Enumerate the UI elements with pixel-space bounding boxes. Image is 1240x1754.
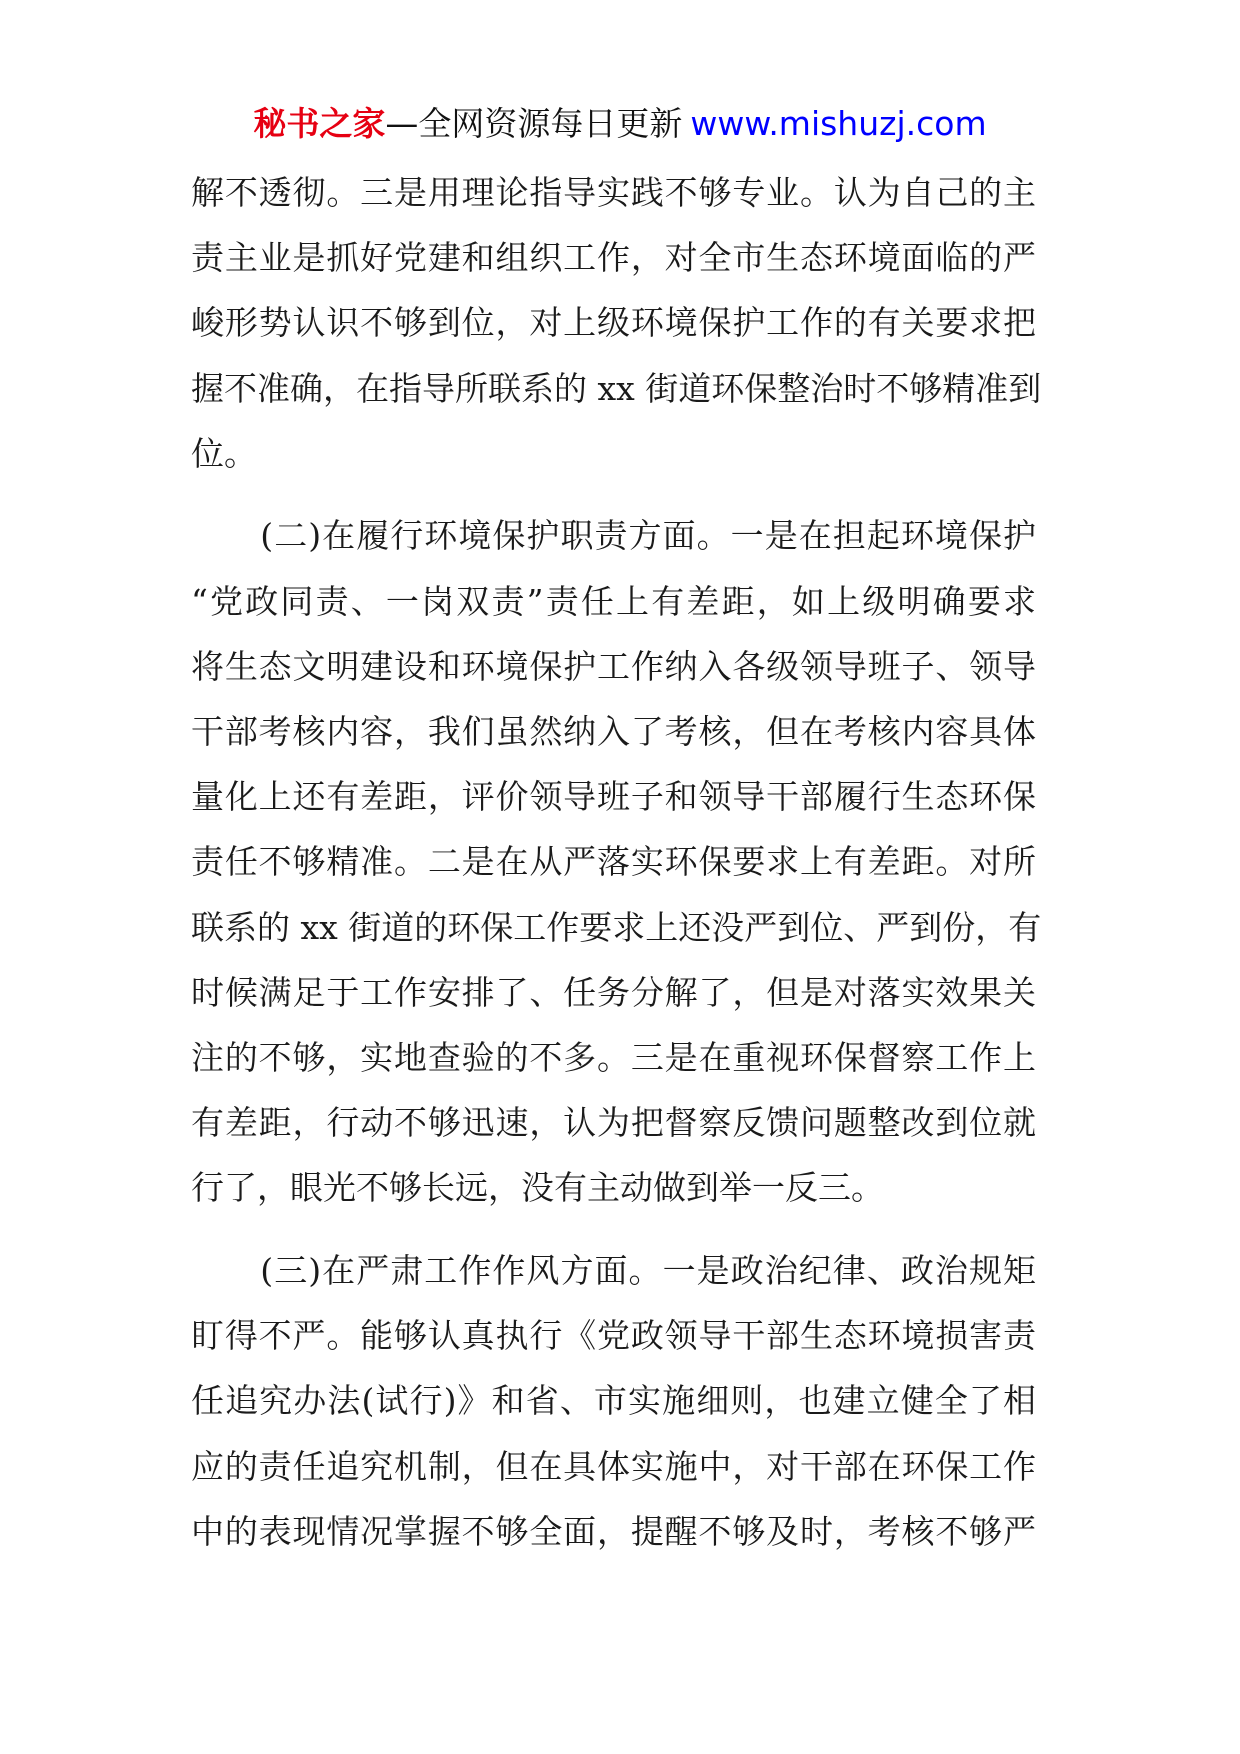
text-line: 中的表现情况掌握不够全面，提醒不够及时，考核不够严 (191, 1511, 1036, 1551)
text-line: 联系的 xx 街道的环保工作要求上还没严到位、严到份，有 (191, 907, 1042, 947)
text-line: 握不准确，在指导所联系的 xx 街道环保整治时不够精准到 (191, 368, 1042, 408)
header-tagline: —全网资源每日更新 (385, 104, 683, 143)
text-line: 量化上还有差距，评价领导班子和领导干部履行生态环保 (191, 777, 1036, 817)
text-line: 解不透彻。三是用理论指导实践不够专业。认为自己的主 (191, 173, 1036, 212)
page-header (0, 104, 1240, 144)
text-line: 位。 (191, 433, 257, 473)
brand-name: 秘书之家 (253, 104, 386, 143)
text-line: 将生态文明建设和环境保护工作纳入各级领导班子、领导 (191, 646, 1036, 686)
text-line: “党政同责、一岗双责”责任上有差距，如上级明确要求 (191, 581, 1036, 621)
text-line: (三)在严肃工作作风方面。一是政治纪律、政治规矩 (260, 1251, 1036, 1290)
text-line: (二)在履行环境保护职责方面。一是在担起环境保护 (260, 516, 1036, 556)
paragraph-continuation (191, 160, 1042, 486)
text-line: 行了，眼光不够长远，没有主动做到举一反三。 (191, 1168, 884, 1208)
text-line: 峻形势认识不够到位，对上级环境保护工作的有关要求把 (191, 303, 1036, 343)
text-line: 时候满足于工作安排了、任务分解了，但是对落实效果关 (191, 972, 1036, 1012)
paragraph-section-2 (191, 503, 1042, 1220)
text-line: 应的责任追究机制，但在具体实施中，对干部在环保工作 (191, 1446, 1036, 1486)
text-line: 干部考核内容，我们虽然纳入了考核，但在考核内容具体 (191, 712, 1036, 751)
text-line: 责主业是抓好党建和组织工作，对全市生态环境面临的严 (191, 238, 1036, 278)
site-url: www.mishuzj.com (690, 104, 987, 143)
document-body (191, 160, 1042, 1581)
text-line: 责任不够精准。二是在从严落实环保要求上有差距。对所 (191, 842, 1036, 882)
text-line: 注的不够，实地查验的不多。三是在重视环保督察工作上 (191, 1037, 1036, 1077)
paragraph-section-3 (191, 1238, 1036, 1564)
text-line: 任追究办法(试行)》和省、市实施细则，也建立健全了相 (191, 1381, 1036, 1421)
text-line: 有差距，行动不够迅速，认为把督察反馈问题整改到位就 (191, 1103, 1036, 1143)
text-line: 盯得不严。能够认真执行《党政领导干部生态环境损害责 (191, 1316, 1036, 1356)
